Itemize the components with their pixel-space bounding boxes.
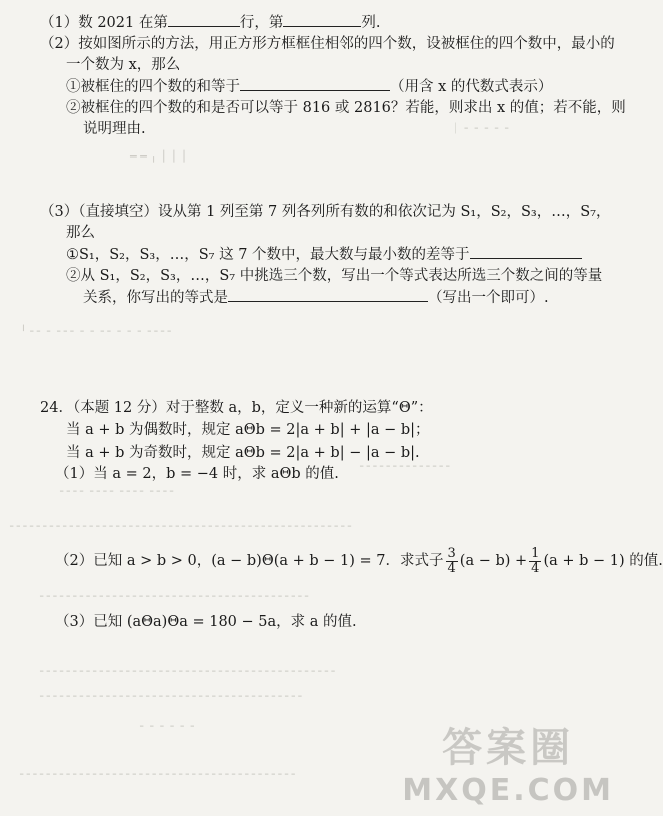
q24-header: 24．（本题 12 分）对于整数 a，b，定义一种新的运算“Θ”： [40,400,433,416]
bleed-through-text: ╴╴╴╴ ╴╴╴╴ ╴╴╴╴ ╴╴╴╴ [60,485,177,498]
question-2-sub-2-line-2: 说明理由. [83,121,146,137]
fraction-numerator: 1 [531,545,540,561]
q1-text-b: 行，第 [239,15,284,31]
q24-p2-fraction-1 [446,547,458,576]
question-3-sub-2-line-1: ②从 S₁，S₂，S₃，…，S₇ 中挑选三个数，写出一个等式表达所选三个数之间的等量 [66,268,603,284]
bleed-through-text: ╴╴╴╴╴╴╴╴╴╴╴╴╴╴╴╴╴╴╴╴╴╴╴╴╴╴╴╴╴╴╴╴╴╴╴╴╴╴╴╴╴╴ [20,768,299,781]
q2-sub1-text-b: （用含 x 的代数式表示） [390,79,553,95]
q24-p2-text-b: (a + b − 1) 的值. [543,553,663,569]
question-3-line-1: （3）（直接填空）设从第 1 列至第 7 列各列所有数的和依次记为 S₁，S₂，S₃，…，S₇， [40,204,611,220]
question-3-sub-1 [66,244,582,265]
fraction-denominator: 4 [447,560,456,576]
fraction-denominator: 4 [531,560,540,576]
q24-rule-odd: 当 a + b 为奇数时，规定 aΘb = 2|a + b| − |a − b|. [66,445,420,461]
q1-text-a: （1）数 2021 在第 [40,15,168,31]
q24-p2-mid: (a − b) + [459,553,528,569]
bleed-through-text: ╴ ╴ ╴ ╴ ╴ ╴ [140,720,198,733]
q24-p2-fraction-2 [529,547,541,576]
bleed-through-text: ═ ═ ╷ │ │ │ [130,150,188,163]
question-2-sub-2-line-1: ②被框住的四个数的和是否可以等于 816 或 2816？若能，则求出 x 的值；若不能，则 [66,100,626,116]
q2-sub1-text-a: ①被框住的四个数的和等于 [66,79,240,95]
bleed-through-text: ╴╴╴╴╴╴╴╴╴╴╴╴╴╴╴╴╴╴╴╴╴╴╴╴╴╴╴╴╴╴╴╴╴╴╴╴╴╴╴╴╴╴╴╴╴ [40,665,339,678]
question-3-line-2: 那么 [66,225,95,241]
fraction-numerator: 3 [447,545,456,561]
q24-p2-text-a: （2）已知 a > b > 0，(a − b)Θ(a + b − 1) = 7．求式子 [55,553,444,569]
q24-rule-even: 当 a + b 为偶数时，规定 aΘb = 2|a + b| + |a − b|； [66,422,430,438]
q3-sub2-text-b: （写出一个即可）. [428,290,549,306]
question-2-sub-1 [66,76,552,97]
watermark-title: 答案圈 [442,725,575,771]
q3-sub1-blank [470,244,582,259]
bleed-through-text: ╴╴╴╴╴╴╴╴╴╴╴╴╴╴╴╴╴╴╴╴╴╴╴╴╴╴╴╴╴╴╴╴╴╴╴╴╴╴╴╴╴ [40,590,312,603]
bleed-through-text: ╴╴╴╴╴╴╴╴╴╴╴╴╴╴ [360,460,453,473]
question-3-sub-2-line-2 [83,287,549,308]
bleed-through-text: ╵ ╴╴ ╴ ╴╴╴ ╴ ╴ ╴╴ ╴ ╴ ╴ ╴╴╴╴ [20,325,175,338]
watermark-domain: MXQE.COM [402,773,614,808]
question-2-line-2: 一个数为 x，那么 [66,57,181,73]
watermark-logo [402,716,614,808]
bleed-through-text: ｜ ╴ ╴ ╴ ╴ ╴ [450,122,512,135]
q1-column-blank [283,12,361,27]
bleed-through-text: ╴╴╴╴╴╴╴╴╴╴╴╴╴╴╴╴╴╴╴╴╴╴╴╴╴╴╴╴╴╴╴╴╴╴╴╴╴╴╴╴╴╴╴╴╴╴╴╴╴╴╴╴ [10,520,355,533]
bleed-through-text: ╴╴╴╴╴╴╴╴╴╴╴╴╴╴╴╴╴╴╴╴╴╴╴╴╴╴╴╴╴╴╴╴╴╴╴╴╴╴╴╴ [40,690,305,703]
q2-sub1-blank [240,76,390,91]
q1-text-c: 列. [361,15,381,31]
q24-part-3: （3）已知 (aΘa)Θa = 180 − 5a，求 a 的值. [55,614,357,630]
question-1 [40,12,380,33]
question-2-line-1: （2）按如图所示的方法，用正方形方框框住相邻的四个数，设被框住的四个数中，最小的 [40,36,615,52]
q1-row-blank [168,12,240,27]
q24-part-1: （1）当 a = 2，b = −4 时，求 aΘb 的值. [55,466,339,482]
q3-sub2-text-a: 关系，你写出的等式是 [83,290,228,306]
q24-part-2 [55,545,663,577]
q3-sub1-text: ①S₁，S₂，S₃，…，S₇ 这 7 个数中，最大数与最小数的差等于 [66,247,470,263]
q3-sub2-blank [228,287,428,302]
